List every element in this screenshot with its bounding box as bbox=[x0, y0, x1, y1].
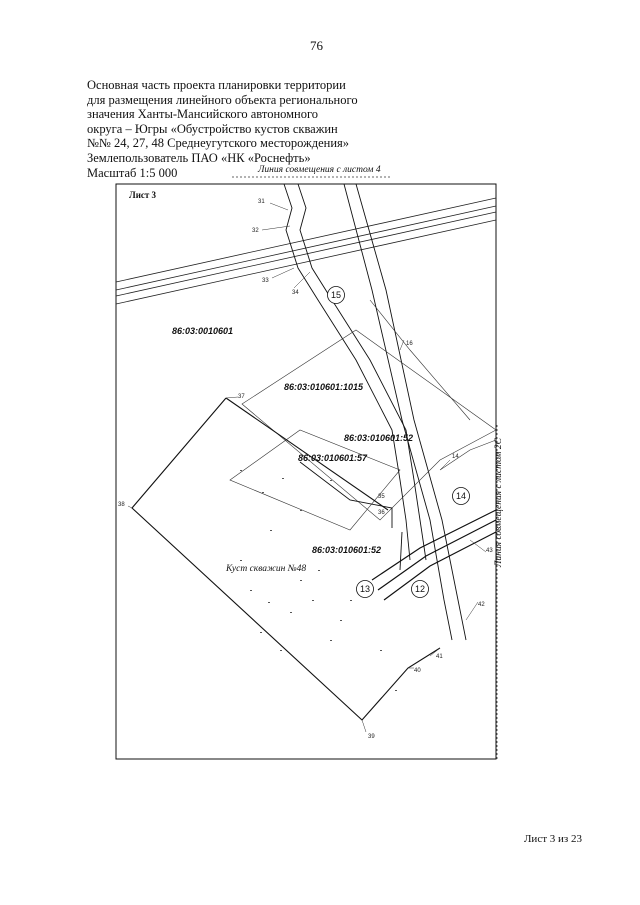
header-line: Основная часть проекта планировки территории bbox=[87, 78, 346, 92]
map-frame bbox=[116, 184, 496, 759]
header-line: значения Ханты-Мансийского автономного bbox=[87, 107, 319, 122]
circled-marker bbox=[328, 287, 345, 304]
sheet-label: Лист 3 bbox=[129, 190, 157, 200]
match-line-right-label: Линия совмещения с листом 2С bbox=[494, 438, 504, 567]
point-number: 16 bbox=[406, 341, 413, 347]
cadastral-parcel-label: 86:03:010601:1015 bbox=[284, 382, 364, 392]
point-number: 33 bbox=[262, 278, 269, 284]
point-number: 34 bbox=[292, 290, 299, 296]
match-line-top-label: Линия совмещения с листом 4 bbox=[258, 165, 381, 175]
road-strip bbox=[116, 198, 496, 304]
well-pad-texture bbox=[240, 470, 397, 691]
point-number: 38 bbox=[118, 502, 125, 508]
point-number: 41 bbox=[436, 654, 443, 660]
point-number: 42 bbox=[478, 602, 485, 608]
header-line: Землепользователь ПАО «НК «Роснефть» bbox=[87, 150, 311, 165]
point-number: 14 bbox=[452, 454, 459, 460]
circled-marker bbox=[412, 581, 429, 598]
point-number: 32 bbox=[252, 228, 259, 234]
point-number: 40 bbox=[414, 668, 421, 674]
point-number: 36 bbox=[378, 510, 385, 516]
cadastral-parcel-label: 86:03:010601:52 bbox=[312, 545, 382, 555]
well-pad-label: Куст скважин №48 bbox=[226, 564, 307, 574]
cadastral-quarter-label: 86:03:0010601 bbox=[172, 326, 234, 336]
page-number: 76 bbox=[310, 38, 323, 53]
header-line: округа – Югры «Обустройство кустов скважин bbox=[87, 121, 338, 136]
point-number: 31 bbox=[258, 199, 265, 205]
sheet-counter: Лист 3 из 23 bbox=[523, 833, 582, 845]
circled-number: 12 bbox=[414, 584, 426, 594]
circled-number: 15 bbox=[330, 290, 342, 300]
point-number: 37 bbox=[238, 394, 245, 400]
circled-marker bbox=[453, 488, 470, 505]
point-number: 39 bbox=[368, 734, 375, 740]
header-line: №№ 24, 27, 48 Среднеугутского месторождения» bbox=[87, 136, 350, 151]
scale-label: Масштаб 1:5 000 bbox=[87, 165, 178, 180]
header-line: для размещения линейного объекта регионального bbox=[87, 92, 358, 107]
well-pad-boundary bbox=[132, 398, 440, 720]
pipeline-corridor bbox=[284, 184, 466, 640]
point-number: 35 bbox=[378, 494, 385, 500]
circled-marker bbox=[357, 581, 374, 598]
pipeline-branch bbox=[372, 510, 496, 600]
circled-number: 14 bbox=[455, 491, 467, 501]
circled-number: 13 bbox=[359, 584, 371, 594]
point-number: 43 bbox=[486, 548, 493, 554]
cadastral-parcel-label: 86:03:010601:57 bbox=[298, 453, 368, 463]
cadastral-parcel-label: 86:03:010601:52 bbox=[344, 433, 414, 443]
